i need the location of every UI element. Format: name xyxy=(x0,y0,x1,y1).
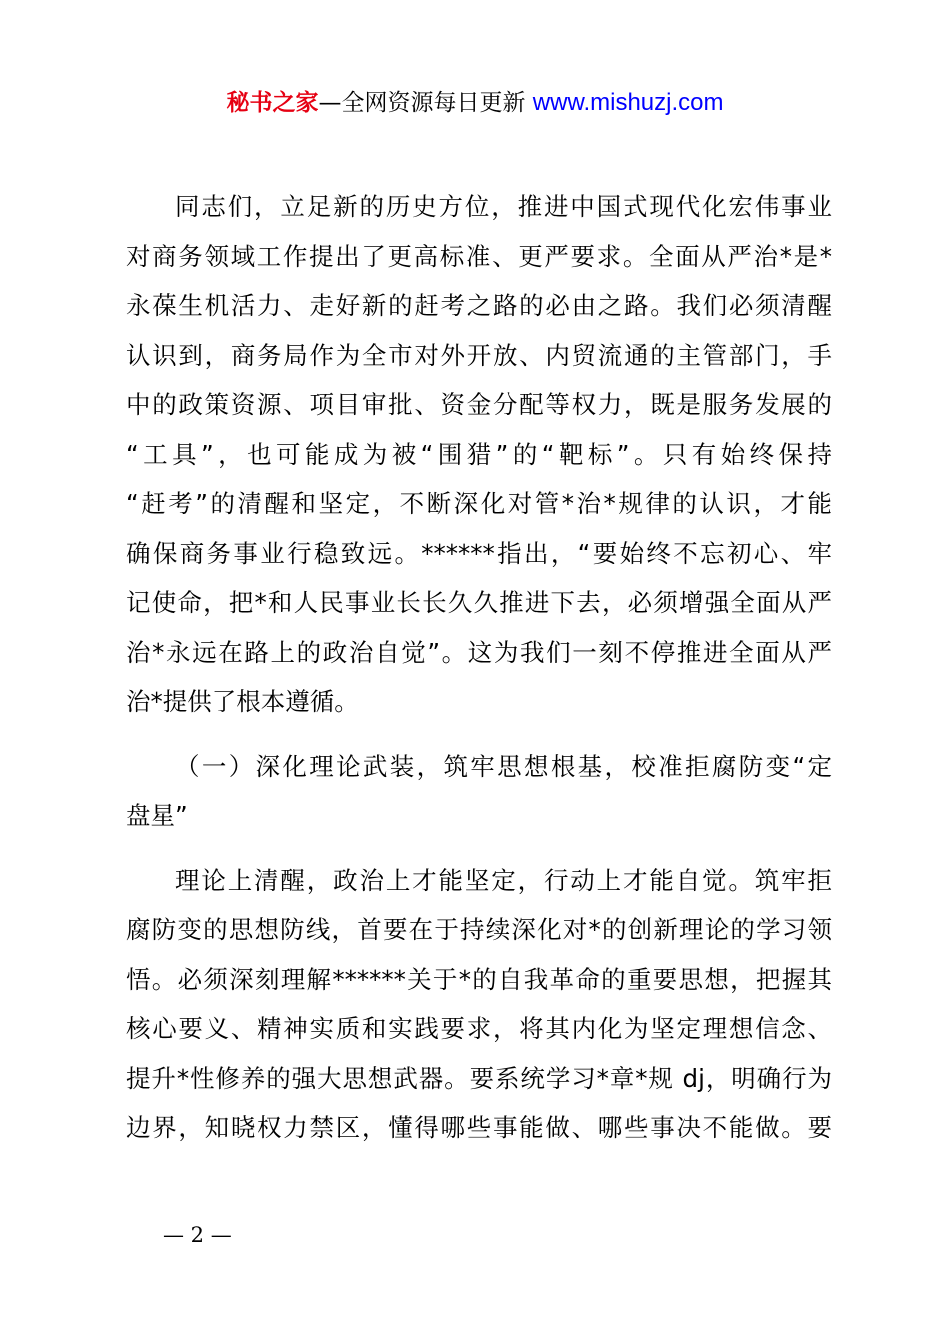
paragraph-3-line-5: 提升*性修养的强大思想武器。要系统学习*章*规 dj，明确行为 xyxy=(126,1063,832,1093)
paragraph-3-line-4: 核心要义、精神实质和实践要求，将其内化为坚定理想信念、 xyxy=(126,1014,832,1043)
paragraph-1-line-4: 认识到，商务局作为全市对外开放、内贸流通的主管部门，手 xyxy=(126,340,832,370)
document-body xyxy=(126,182,832,1153)
paragraph-1-line-10: 治*永远在路上的政治自觉”。这为我们一刻不停推进全面从严 xyxy=(126,637,832,667)
paragraph-3-line-3: 悟。必须深刻理解******关于*的自我革命的重要思想，把握其 xyxy=(126,964,832,994)
paragraph-1-line-8: 确保商务事业行稳致远。******指出，“要始终不忘初心、牢 xyxy=(126,538,832,568)
paragraph-1-line-1: 同志们，立足新的历史方位，推进中国式现代化宏伟事业 xyxy=(175,192,832,221)
page-number: — 2 — xyxy=(163,1223,232,1247)
paragraph-1-line-3: 永葆生机活力、走好新的赶考之路的必由之路。我们必须清醒 xyxy=(126,291,832,320)
site-header xyxy=(0,86,950,120)
header-tagline: —全网资源每日更新 xyxy=(318,90,533,116)
paragraph-1-line-6: “工具”，也可能成为被“围猎”的“靶标”。只有始终保持 xyxy=(126,439,832,469)
paragraph-3-line-1: 理论上清醒，政治上才能坚定，行动上才能自觉。筑牢拒 xyxy=(175,865,832,895)
paragraph-1-line-11: 治*提供了根本遵循。 xyxy=(126,687,359,716)
brand-name: 秘书之家 xyxy=(226,90,319,116)
section-heading-line-2: 盘星” xyxy=(126,801,188,830)
section-heading-line-1: （一）深化理论武装，筑牢思想根基，校准拒腐防变“定 xyxy=(175,751,832,781)
paragraph-1-line-5: 中的政策资源、项目审批、资金分配等权力，既是服务发展的 xyxy=(126,390,832,419)
paragraph-3-line-2: 腐防变的思想防线，首要在于持续深化对*的创新理论的学习领 xyxy=(126,915,832,944)
site-url-link[interactable]: www.mishuzj.com xyxy=(532,89,724,116)
paragraph-spacer xyxy=(126,727,832,742)
paragraph-spacer xyxy=(126,841,832,856)
paragraph-1-line-9: 记使命，把*和人民事业长长久久推进下去，必须增强全面从严 xyxy=(126,588,832,617)
paragraph-1-line-7: “赶考”的清醒和坚定，不断深化对管*治*规律的认识，才能 xyxy=(126,489,832,518)
paragraph-3-line-6: 边界，知晓权力禁区，懂得哪些事能做、哪些事决不能做。要 xyxy=(126,1113,832,1142)
paragraph-1-line-2: 对商务领域工作提出了更高标准、更严要求。全面从严治*是* xyxy=(126,241,832,271)
